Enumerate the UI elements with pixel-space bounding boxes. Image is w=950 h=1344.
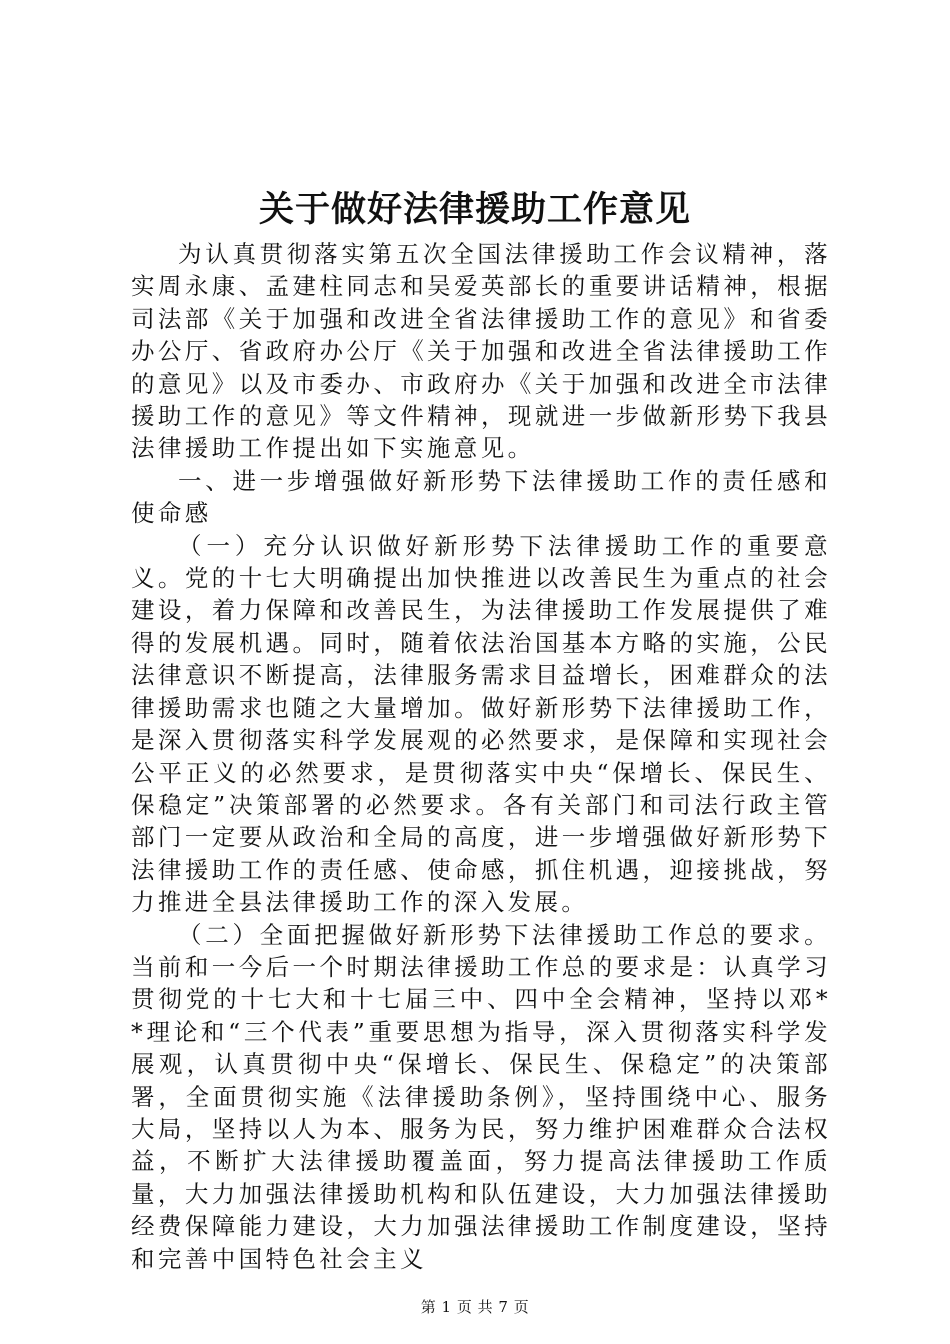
document-title: 关于做好法律援助工作意见: [258, 189, 691, 230]
section-heading-1: 一、进一步增强做好新形势下法律援助工作的责任感和使命感: [131, 466, 831, 528]
intro-paragraph: 为认真贯彻落实第五次全国法律援助工作会议精神，落实周永康、孟建柱同志和吴爱英部长的重要讲话精神，根据司法部《关于加强和改进全省法律援助工作的意见》和省委办公厅、省政府办公厅《关于加强和改进全省法律援助工作的意见》以及市委办、市政府办《关于加强和改进全市法律援助工作的意见》等文件精神，现就进一步做新形势下我县法律援助工作提出如下实施意见。: [131, 240, 831, 463]
page-footer: 第 1 页 共 7 页: [420, 1298, 530, 1316]
document-body: [131, 238, 831, 1275]
subsection-paragraph-1: （一）充分认识做好新形势下法律援助工作的重要意义。党的十七大明确提出加快推进以改善民生为重点的社会建设，着力保障和改善民生，为法律援助工作发展提供了难得的发展机遇。同时，随着依法治国基本方略的实施，公民法律意识不断提高，法律服务需求目益增长，困难群众的法律援助需求也随之大量增加。做好新形势下法律援助工作，是深入贯彻落实科学发展观的必然要求，是保障和实现社会公平正义的必然要求，是贯彻落实中央“保增长、保民生、保稳定”决策部署的必然要求。各有关部门和司法行政主管部门一定要从政治和全局的高度，进一步增强做好新形势下法律援助工作的责任感、使命感，抓住机遇，迎接挑战，努力推进全县法律援助工作的深入发展。: [131, 531, 831, 917]
subsection-paragraph-2: （二）全面把握做好新形势下法律援助工作总的要求。当前和一今后一个时期法律援助工作总的要求是：认真学习贯彻党的十七大和十七届三中、四中全会精神，坚持以邓**理论和“三个代表”重要思想为指导，深入贯彻落实科学发展观，认真贯彻中央“保增长、保民生、保稳定”的决策部署，全面贯彻实施《法律援助条例》，坚持围绕中心、服务大局，坚持以人为本、服务为民，努力维护困难群众合法权益，不断扩大法律援助覆盖面，努力提高法律援助工作质量，大力加强法律援助机构和队伍建设，大力加强法律援助经费保障能力建设，大力加强法律援助工作制度建设，坚持和完善中国特色社会主义: [131, 920, 831, 1273]
